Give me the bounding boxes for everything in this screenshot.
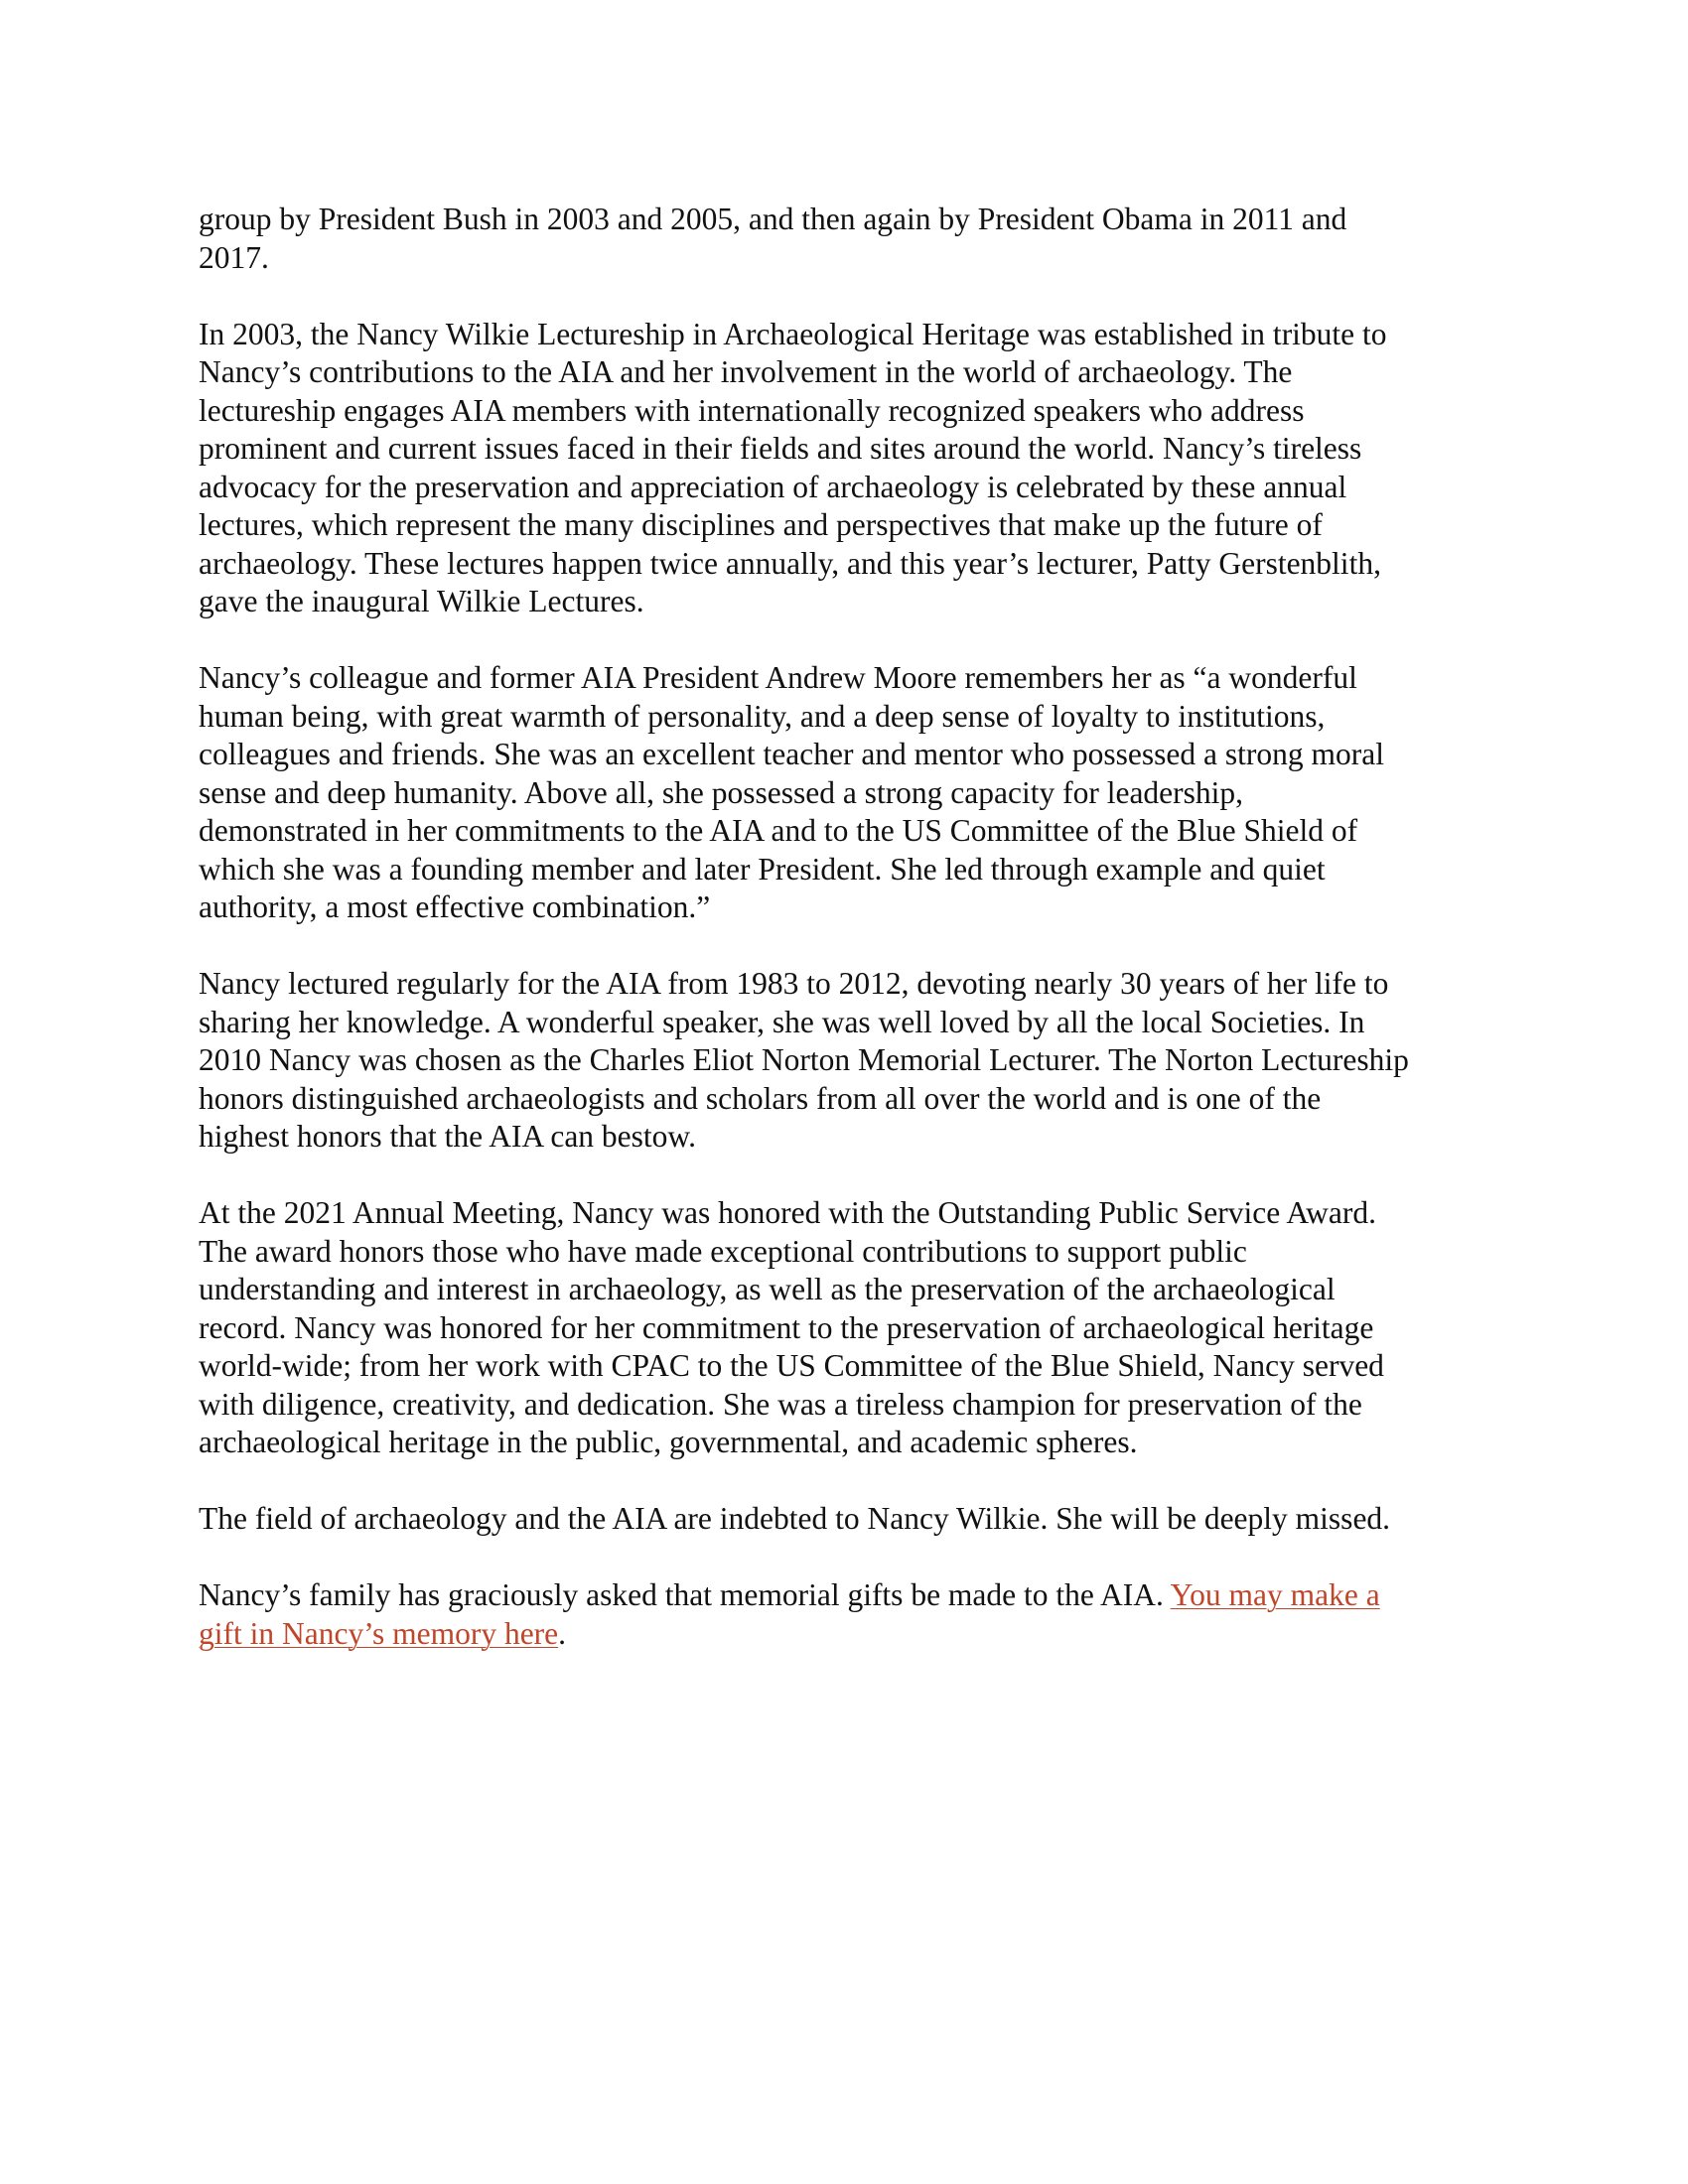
text-line: sharing her knowledge. A wonderful speaker, she was well loved by all the local Societies. In — [199, 1004, 1365, 1039]
paragraph-andrew-moore-quote — [199, 659, 1489, 927]
text-line: Nancy’s contributions to the AIA and her involvement in the world of archaeology. The — [199, 354, 1293, 389]
text-line: record. Nancy was honored for her commitment to the preservation of archaeological heritage — [199, 1309, 1374, 1345]
text-line: highest honors that the AIA can bestow. — [199, 1119, 697, 1154]
paragraph-appointments — [199, 201, 1489, 277]
text-line: lectures, which represent the many disciplines and perspectives that make up the future of — [199, 507, 1323, 542]
paragraph-indebted — [199, 1500, 1489, 1539]
text-line: The award honors those who have made exceptional contributions to support public — [199, 1233, 1247, 1269]
text-line: demonstrated in her commitments to the AIA and to the US Committee of the Blue Shield of — [199, 813, 1358, 848]
text-line: sense and deep humanity. Above all, she possessed a strong capacity for leadership, — [199, 774, 1244, 810]
text-line: understanding and interest in archaeology, as well as the preservation of the archaeological — [199, 1272, 1336, 1306]
memorial-gifts-text: Nancy’s family has graciously asked that memorial gifts be made to the AIA. — [199, 1577, 1171, 1612]
text-line — [199, 1576, 1489, 1615]
text-line: human being, with great warmth of personality, and a deep sense of loyalty to institutions, — [199, 698, 1326, 734]
memorial-gift-link-continued[interactable]: gift in Nancy’s memory here — [199, 1615, 559, 1651]
text-line: archaeological heritage in the public, governmental, and academic spheres. — [199, 1425, 1138, 1459]
paragraph-memorial-gifts — [199, 1576, 1489, 1653]
text-line: Nancy lectured regularly for the AIA from 1983 to 2012, devoting nearly 30 years of her life to — [199, 966, 1389, 1001]
text-line: colleagues and friends. She was an excellent teacher and mentor who possessed a strong moral — [199, 737, 1384, 771]
text-line: authority, a most effective combination.” — [199, 889, 711, 924]
text-line: world-wide; from her work with CPAC to the US Committee of the Blue Shield, Nancy served — [199, 1348, 1384, 1383]
paragraph-wilkie-lectureship — [199, 316, 1489, 621]
text-line: Nancy’s colleague and former AIA President Andrew Moore remembers her as “a wonderful — [199, 660, 1357, 695]
text-line: lectureship engages AIA members with internationally recognized speakers who address — [199, 392, 1305, 428]
paragraph-lecturing-career — [199, 965, 1489, 1157]
text-line: which she was a founding member and later President. She led through example and quiet — [199, 851, 1326, 887]
text-line: In 2003, the Nancy Wilkie Lectureship in Archaeological Heritage was established in tribute to — [199, 316, 1387, 351]
text-line: group by President Bush in 2003 and 2005, and then again by President Obama in 2011 and — [199, 202, 1347, 236]
text-line: gave the inaugural Wilkie Lectures. — [199, 584, 644, 618]
text-line — [199, 1615, 1489, 1654]
text-line: prominent and current issues faced in their fields and sites around the world. Nancy’s tireless — [199, 431, 1362, 466]
text-line: with diligence, creativity, and dedication. She was a tireless champion for preservation of the — [199, 1386, 1362, 1422]
text-line: 2017. — [199, 239, 269, 275]
period-text: . — [558, 1615, 567, 1651]
text-line: 2010 Nancy was chosen as the Charles Eliot Norton Memorial Lecturer. The Norton Lectureship — [199, 1042, 1409, 1077]
text-line: advocacy for the preservation and appreciation of archaeology is celebrated by these annual — [199, 469, 1347, 504]
text-line: At the 2021 Annual Meeting, Nancy was honored with the Outstanding Public Service Award. — [199, 1195, 1377, 1230]
memorial-gift-link[interactable]: You may make a — [1170, 1577, 1380, 1612]
document-body — [199, 201, 1489, 1692]
text-line: The field of archaeology and the AIA are indebted to Nancy Wilkie. She will be deeply missed. — [199, 1501, 1391, 1536]
text-line: archaeology. These lectures happen twice annually, and this year’s lecturer, Patty Gerstenblith, — [199, 545, 1381, 581]
paragraph-public-service-award — [199, 1194, 1489, 1462]
text-line: honors distinguished archaeologists and scholars from all over the world and is one of the — [199, 1080, 1322, 1116]
